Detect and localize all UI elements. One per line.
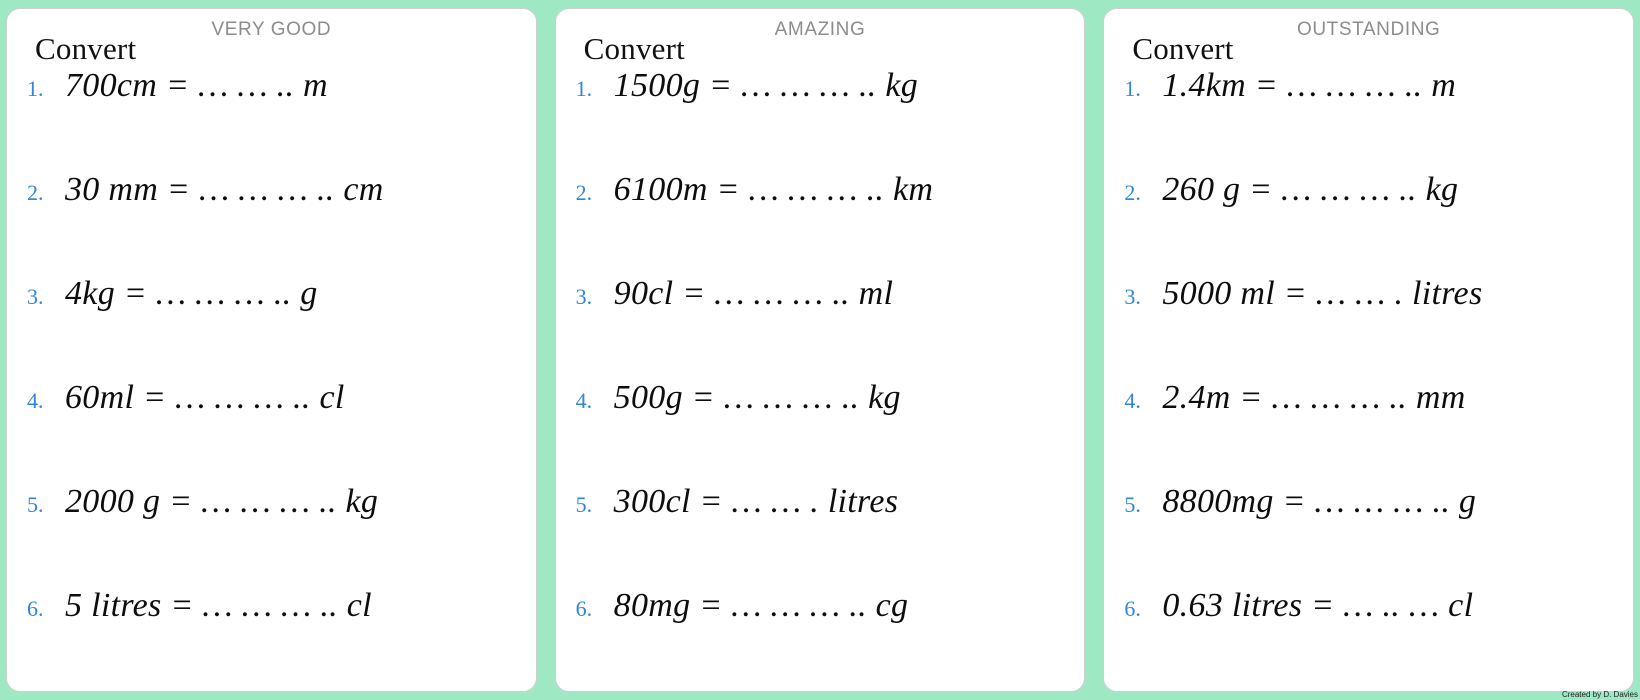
question-number: 1. [1124, 76, 1141, 101]
question-text: 8800mg = … … … .. g [1162, 483, 1477, 520]
worksheet-card-very-good [6, 8, 537, 692]
card-header [570, 15, 1071, 67]
question-text: 300cl = … … . litres [613, 483, 899, 520]
card-title: Convert [35, 31, 137, 66]
question-row [570, 587, 1071, 691]
question-row [570, 275, 1071, 379]
card-title: Convert [1132, 31, 1234, 66]
question-number: 6. [575, 596, 593, 621]
question-row [1118, 587, 1619, 691]
question-text: 5000 ml = … … . litres [1162, 275, 1483, 312]
question-number: 5. [27, 492, 44, 517]
question-row [1118, 171, 1619, 275]
question-number: 3. [1124, 284, 1141, 309]
card-header [1118, 15, 1619, 67]
question-list [1118, 67, 1619, 691]
question-text: 90cl = … … … .. ml [613, 275, 894, 312]
question-text: 80mg = … … … .. cg [613, 587, 909, 624]
question-list [570, 67, 1071, 691]
question-number: 2. [575, 180, 593, 205]
question-row [21, 67, 522, 171]
question-text: 60ml = … … … .. cl [65, 379, 345, 416]
credit-line: Created by D. Davies [1561, 690, 1638, 699]
question-row [1118, 275, 1619, 379]
difficulty-rating: VERY GOOD [211, 19, 332, 40]
difficulty-rating: OUTSTANDING [1296, 19, 1441, 40]
card-title: Convert [583, 31, 685, 66]
question-number: 6. [1124, 596, 1141, 621]
question-row [570, 67, 1071, 171]
question-number: 5. [575, 492, 593, 517]
question-list [21, 67, 522, 691]
question-row [570, 171, 1071, 275]
question-row [21, 275, 522, 379]
question-text: 1.4km = … … … .. m [1162, 67, 1457, 104]
question-text: 2.4m = … … … .. mm [1162, 379, 1466, 416]
question-row [21, 587, 522, 691]
question-text: 500g = … … … .. kg [613, 379, 901, 416]
question-row [21, 171, 522, 275]
question-text: 30 mm = … … … .. cm [65, 171, 384, 208]
question-text: 6100m = … … … .. km [613, 171, 934, 208]
question-row [570, 483, 1071, 587]
question-number: 4. [1124, 388, 1141, 413]
question-row [570, 379, 1071, 483]
question-row [21, 379, 522, 483]
question-number: 6. [27, 596, 44, 621]
question-number: 2. [1124, 180, 1141, 205]
difficulty-rating: AMAZING [774, 19, 866, 40]
question-number: 1. [27, 76, 44, 101]
question-number: 3. [575, 284, 593, 309]
question-number: 2. [27, 180, 44, 205]
question-row [1118, 483, 1619, 587]
question-row [1118, 67, 1619, 171]
worksheet-card-outstanding [1103, 8, 1634, 692]
question-row [1118, 379, 1619, 483]
card-header [21, 15, 522, 67]
question-number: 4. [575, 388, 593, 413]
question-text: 0.63 litres = … .. … cl [1162, 587, 1474, 624]
question-number: 4. [27, 388, 44, 413]
question-text: 1500g = … … … .. kg [613, 67, 919, 104]
question-number: 3. [27, 284, 44, 309]
question-text: 5 litres = … … … .. cl [65, 587, 372, 624]
worksheet-card-amazing [555, 8, 1086, 692]
question-row [21, 483, 522, 587]
question-number: 5. [1124, 492, 1141, 517]
question-text: 260 g = … … … .. kg [1162, 171, 1459, 208]
question-text: 4kg = … … … .. g [65, 275, 318, 312]
question-text: 700cm = … … .. m [65, 67, 328, 104]
question-number: 1. [575, 76, 593, 101]
question-text: 2000 g = … … … .. kg [65, 483, 379, 520]
